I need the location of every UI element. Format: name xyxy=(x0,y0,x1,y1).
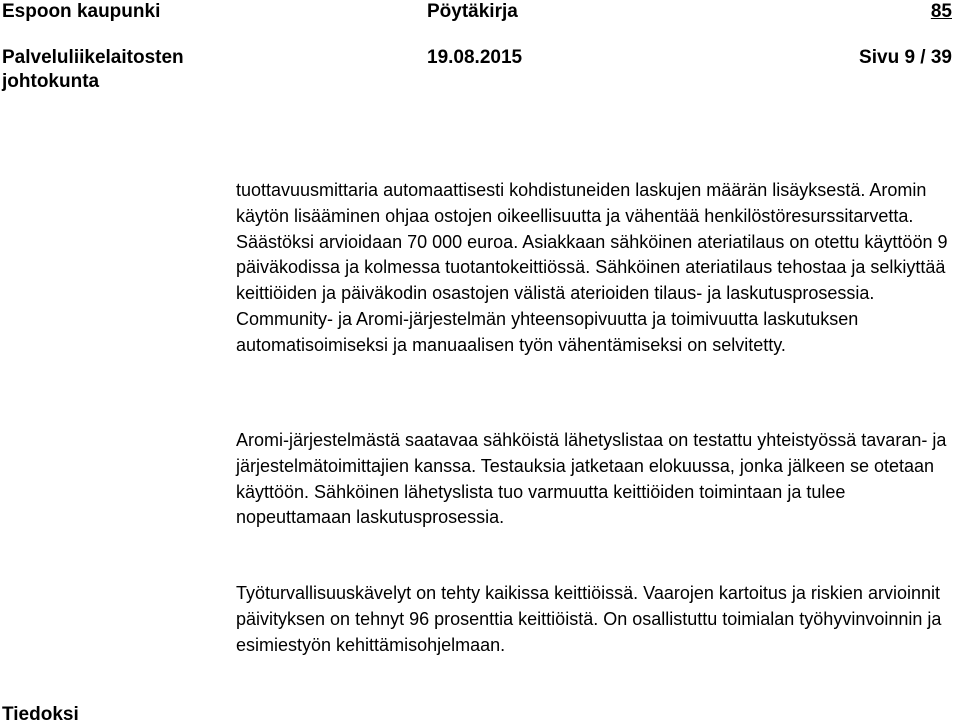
body-paragraph-3 xyxy=(236,581,956,658)
committee-name: Palveluliikelaitosten johtokunta xyxy=(2,47,184,92)
body-paragraph-2 xyxy=(236,428,956,531)
paragraph-text: Työturvallisuuskävelyt on tehty kaikissa keittiöissä. Vaarojen kartoitus ja riskien arvioinnit päivityksen on tehnyt 96 prosenttia keittiöistä. On osallistuttu toimialan työhyvinvoinnin ja esimiestyön kehittämisohjelmaan. xyxy=(236,583,942,655)
meeting-date: 19.08.2015 xyxy=(427,47,523,68)
document-type: Pöytäkirja xyxy=(427,1,518,22)
page-number: Sivu 9 / 39 xyxy=(859,47,952,68)
paragraph-text: tuottavuusmittaria automaattisesti kohdistuneiden laskujen määrän lisäyksestä. Aromin käytön lisääminen ohjaa ostojen oikeellisuutta ja vähentää henkilöstöresurssitarvetta. Säästöksi arvioidaan 70 000 euroa. Asiakkaan sähköinen ateriatilaus on otettu käyttöön 9 päiväkodissa ja kolmessa tuotantokeittiössä. Sähköinen ateriatilaus tehostaa ja selkiyttää keittiöiden ja päiväkodin osastojen välistä aterioiden tilaus- ja laskutusprosessia. Community- ja Aromi-järjestelmän yhteensopivuutta ja toimivuutta laskutuksen automatisoimiseksi ja manuaalisen työn vähentämiseksi on selvitetty. xyxy=(236,180,948,355)
paragraph-text: Aromi-järjestelmästä saatavaa sähköistä lähetyslistaa on testattu yhteistyössä tavaran- ja järjestelmätoimittajien kanssa. Testauksia jatketaan elokuussa, jonka jälkeen se otetaan käyttöön. Sähköinen lähetyslista tuo varmuutta keittiöiden toimintaan ja tulee nopeuttamaan laskutusprosessia. xyxy=(236,430,947,528)
notice-heading: Tiedoksi xyxy=(2,704,79,725)
section-number: 85 xyxy=(930,1,952,22)
body-paragraph-1 xyxy=(236,178,956,359)
organization-name: Espoon kaupunki xyxy=(2,1,161,22)
